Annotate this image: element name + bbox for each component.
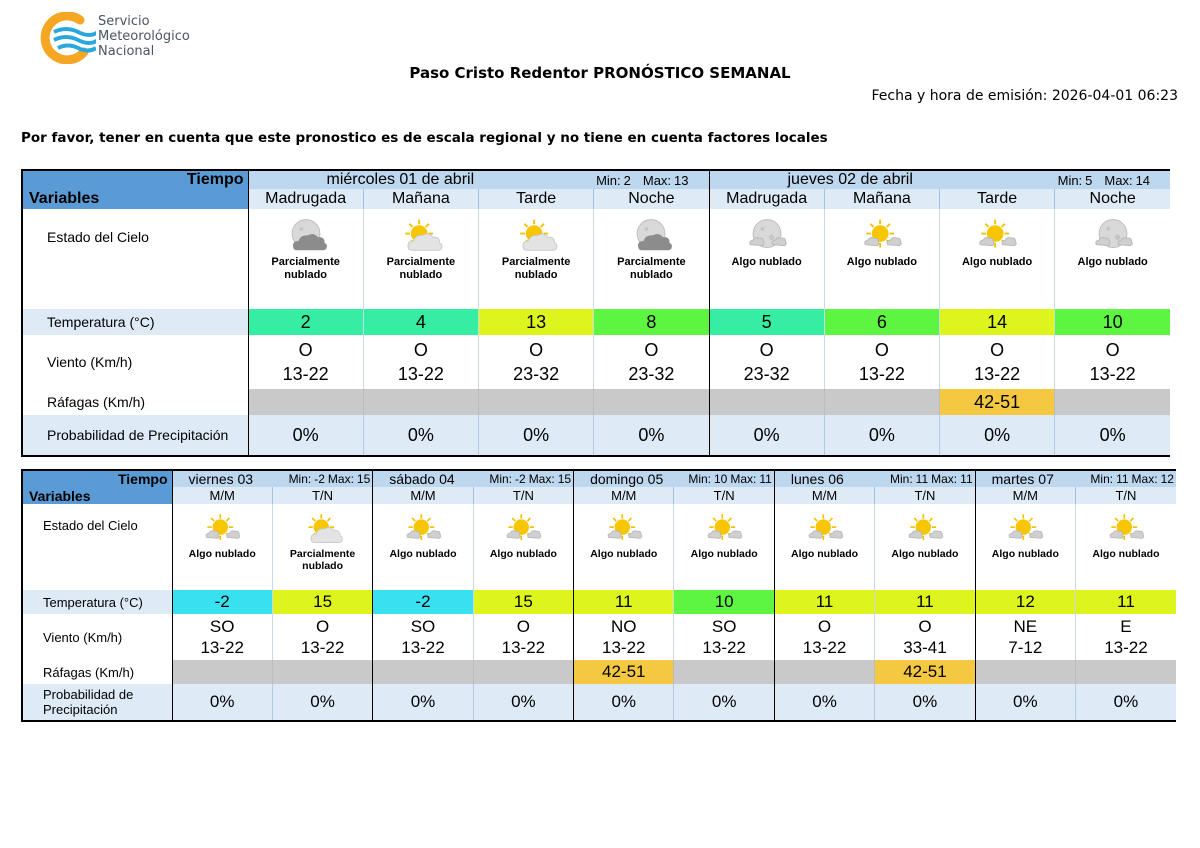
wind-speed: 13-22 xyxy=(858,364,905,384)
sky-cell xyxy=(172,504,272,590)
gust-value xyxy=(248,389,363,415)
temperature-value: 11 xyxy=(875,590,975,614)
day-max: 11 xyxy=(759,472,772,486)
sky-description: Parcialmente nublado xyxy=(289,548,356,572)
period-label: M/M xyxy=(574,487,674,504)
wind-direction: SO xyxy=(410,617,436,636)
day-min-max xyxy=(1046,173,1170,188)
wind-direction: NE xyxy=(1013,617,1038,636)
sky-description: Algo nublado xyxy=(489,548,557,560)
period-label: M/M xyxy=(373,487,473,504)
day-name: sábado 04 xyxy=(389,471,455,487)
sun-few-clouds-icon xyxy=(502,510,544,546)
sun-few-clouds-icon xyxy=(1105,510,1147,546)
sky-cell xyxy=(824,209,939,309)
precip-probability: 0% xyxy=(363,415,478,456)
wind-speed: 13-22 xyxy=(300,638,345,657)
sky-description: Algo nublado xyxy=(389,548,457,560)
sky-description: Algo nublado xyxy=(1092,548,1160,560)
gust-value xyxy=(373,660,473,684)
wind-speed: 23-32 xyxy=(513,364,560,384)
sky-cell xyxy=(1055,209,1170,309)
sky-cell xyxy=(479,209,594,309)
tiempo-header: Tiempo xyxy=(22,170,248,189)
day-min-max xyxy=(887,472,975,486)
temperature-value: 8 xyxy=(594,309,709,335)
wind-cell xyxy=(940,335,1055,389)
day-name: jueves 02 de abril xyxy=(787,171,913,188)
precip-probability: 0% xyxy=(975,684,1075,721)
wind-direction: O xyxy=(817,617,832,636)
wind-speed: 23-32 xyxy=(743,364,790,384)
day-max: 12 xyxy=(1160,472,1174,486)
min-label: Min: xyxy=(489,472,513,486)
temperature-value: 13 xyxy=(479,309,594,335)
gust-value xyxy=(363,389,478,415)
wind-direction: NO xyxy=(611,617,637,636)
sky-cell xyxy=(875,504,975,590)
gust-value: 42-51 xyxy=(875,660,975,684)
viento-label: Viento (Km/h) xyxy=(43,629,123,645)
wind-direction: O xyxy=(759,340,774,360)
precip-probability: 0% xyxy=(1076,684,1176,721)
estado-label: Estado del Cielo xyxy=(43,518,138,533)
wind-speed: 13-22 xyxy=(702,638,746,657)
day-max: 15 xyxy=(557,472,572,486)
wind-cell xyxy=(479,335,594,389)
period-label: M/M xyxy=(172,487,272,504)
period-label: Mañana xyxy=(363,189,478,209)
sun-few-clouds-icon xyxy=(703,510,745,546)
min-label: Min: xyxy=(596,172,621,188)
temperature-value: 15 xyxy=(272,590,372,614)
logo-text xyxy=(98,14,190,59)
day-min: 10 xyxy=(714,472,728,486)
smn-logo xyxy=(36,12,236,64)
min-label: Min: xyxy=(1090,472,1114,486)
wind-cell xyxy=(574,614,674,660)
wind-direction: O xyxy=(874,340,889,360)
precip-probability: 0% xyxy=(940,415,1055,456)
moon-few-clouds-icon xyxy=(744,215,790,254)
precip-probability: 0% xyxy=(1055,415,1170,456)
wind-cell xyxy=(709,335,824,389)
period-label: T/N xyxy=(875,487,975,504)
gust-value xyxy=(774,660,874,684)
sky-cell xyxy=(940,209,1055,309)
sky-cell xyxy=(272,504,372,590)
max-label: Max: xyxy=(327,472,354,486)
day-header xyxy=(574,470,775,487)
precip-probability: 0% xyxy=(479,415,594,456)
day-min: 5 xyxy=(1085,172,1093,188)
wind-speed: 23-32 xyxy=(628,364,675,384)
forecast-table-days-1-2 xyxy=(21,169,1170,457)
logo-line: Nacional xyxy=(98,44,155,59)
sun-cloud-icon xyxy=(398,215,444,254)
sun-few-clouds-icon xyxy=(904,510,946,546)
sun-few-clouds-icon xyxy=(974,215,1020,254)
day-header xyxy=(709,170,1170,189)
logo-line: Meteorológico xyxy=(98,29,190,44)
precip-probability: 0% xyxy=(172,684,272,721)
temperature-value: 5 xyxy=(709,309,824,335)
sky-cell xyxy=(674,504,774,590)
period-label: Madrugada xyxy=(248,189,363,209)
wind-speed: 13-22 xyxy=(501,638,546,657)
temperature-value: 14 xyxy=(940,309,1055,335)
gust-value xyxy=(473,660,573,684)
wind-cell xyxy=(1076,614,1176,660)
period-label: T/N xyxy=(272,487,372,504)
day-max: 11 xyxy=(960,472,973,486)
sun-few-clouds-icon xyxy=(804,510,846,546)
wind-direction: O xyxy=(516,617,530,636)
temperature-value: 4 xyxy=(363,309,478,335)
precip-probability: 0% xyxy=(824,415,939,456)
precip-probability: 0% xyxy=(594,415,709,456)
max-label: Max: xyxy=(1104,172,1133,188)
disclaimer: Por favor, tener en cuenta que este pronostico es de escala regional y no tiene en cuenta factores locales xyxy=(21,130,828,146)
wind-speed: 13-22 xyxy=(602,638,646,657)
wind-cell xyxy=(1055,335,1170,389)
temperature-value: 15 xyxy=(473,590,573,614)
sky-cell xyxy=(363,209,478,309)
temperature-value: 10 xyxy=(1055,309,1170,335)
sky-description: Algo nublado xyxy=(791,548,859,560)
sun-few-clouds-icon xyxy=(201,510,243,546)
variables-header: Variables xyxy=(22,487,172,504)
wind-cell xyxy=(824,335,939,389)
wind-direction: O xyxy=(644,340,659,360)
wind-cell xyxy=(774,614,874,660)
wind-cell xyxy=(594,335,709,389)
precip-probability: 0% xyxy=(709,415,824,456)
gust-value xyxy=(674,660,774,684)
day-name: domingo 05 xyxy=(590,471,664,487)
day-header xyxy=(774,470,975,487)
page-title: Paso Cristo Redentor PRONÓSTICO SEMANAL xyxy=(409,64,791,82)
sky-cell xyxy=(473,504,573,590)
period-label: T/N xyxy=(473,487,573,504)
day-header xyxy=(373,470,574,487)
wind-speed: 13-22 xyxy=(974,364,1021,384)
emission-datetime: Fecha y hora de emisión: 2026-04-01 06:23 xyxy=(871,88,1178,104)
sky-cell xyxy=(1076,504,1176,590)
sky-description: Parcialmente nublado xyxy=(617,256,686,281)
gust-value xyxy=(709,389,824,415)
sun-few-clouds-icon xyxy=(402,510,444,546)
period-label: Madrugada xyxy=(709,189,824,209)
max-label: Max: xyxy=(1131,472,1158,486)
wind-direction: O xyxy=(1105,340,1120,360)
wind-cell xyxy=(875,614,975,660)
temperature-value: -2 xyxy=(172,590,272,614)
sky-cell xyxy=(373,504,473,590)
sky-cell xyxy=(975,504,1075,590)
day-min: -2 xyxy=(314,472,325,486)
gust-value xyxy=(479,389,594,415)
wind-direction: O xyxy=(918,617,932,636)
day-min: 2 xyxy=(623,172,631,188)
gust-value: 42-51 xyxy=(574,660,674,684)
period-label: M/M xyxy=(774,487,874,504)
sun-cloud-icon xyxy=(513,215,559,254)
wind-speed: 13-22 xyxy=(802,638,847,657)
gust-value xyxy=(272,660,372,684)
gust-value xyxy=(975,660,1075,684)
precip-probability: 0% xyxy=(272,684,372,721)
precip-probability: 0% xyxy=(774,684,874,721)
sky-description: Algo nublado xyxy=(590,548,658,560)
day-min-max xyxy=(486,472,573,486)
day-header xyxy=(248,170,709,189)
wind-cell xyxy=(373,614,473,660)
sky-description: Parcialmente nublado xyxy=(501,256,571,281)
sky-cell xyxy=(709,209,824,309)
temperatura-label: Temperatura (°C) xyxy=(22,309,248,335)
wind-direction: O xyxy=(990,340,1005,360)
wind-speed: 13-22 xyxy=(1089,364,1136,384)
forecast-table-days-3-7 xyxy=(21,469,1176,722)
sky-cell xyxy=(774,504,874,590)
wind-speed: 33-41 xyxy=(903,638,947,657)
rafagas-label: Ráfagas (Km/h) xyxy=(43,664,135,680)
temperature-value: 10 xyxy=(674,590,774,614)
sun-few-clouds-icon xyxy=(1004,510,1046,546)
cloud-moon-icon xyxy=(628,215,674,254)
min-label: Min: xyxy=(890,472,913,486)
viento-label: Viento (Km/h) xyxy=(47,354,133,370)
smn-logo-icon xyxy=(36,12,96,64)
estado-label: Estado del Cielo xyxy=(47,229,149,245)
sky-description: Algo nublado xyxy=(846,256,917,268)
sky-cell xyxy=(594,209,709,309)
sun-few-clouds-icon xyxy=(859,215,905,254)
period-label: T/N xyxy=(674,487,774,504)
wind-speed: 13-22 xyxy=(401,638,445,657)
day-name: miércoles 01 de abril xyxy=(326,171,475,188)
gust-value xyxy=(594,389,709,415)
precip-probability: 0% xyxy=(248,415,363,456)
period-label: M/M xyxy=(975,487,1075,504)
wind-direction: SO xyxy=(711,617,737,636)
sky-description: Algo nublado xyxy=(188,548,256,560)
cloud-moon-icon xyxy=(283,215,329,254)
period-label: Mañana xyxy=(824,189,939,209)
wind-direction: O xyxy=(298,340,313,360)
wind-speed: 13-22 xyxy=(282,364,329,384)
sky-description: Algo nublado xyxy=(1077,256,1148,268)
sky-description: Parcialmente nublado xyxy=(386,256,456,281)
wind-cell xyxy=(473,614,573,660)
gust-value xyxy=(1055,389,1170,415)
wind-direction: O xyxy=(413,340,428,360)
period-label: Noche xyxy=(594,189,709,209)
sun-few-clouds-icon xyxy=(603,510,645,546)
precip-probability: 0% xyxy=(875,684,975,721)
sky-cell xyxy=(248,209,363,309)
wind-speed: 13-22 xyxy=(397,364,444,384)
period-label: T/N xyxy=(1076,487,1176,504)
sky-description: Parcialmente nublado xyxy=(271,256,340,281)
moon-few-clouds-icon xyxy=(1090,215,1136,254)
wind-cell xyxy=(975,614,1075,660)
min-label: Min: xyxy=(288,472,312,486)
period-label: Tarde xyxy=(479,189,594,209)
gust-value: 42-51 xyxy=(940,389,1055,415)
day-min-max xyxy=(584,173,708,188)
precip-probability: 0% xyxy=(674,684,774,721)
wind-cell xyxy=(272,614,372,660)
wind-cell xyxy=(172,614,272,660)
tiempo-header: Tiempo xyxy=(22,470,172,487)
sky-description: Algo nublado xyxy=(991,548,1059,560)
day-name: martes 07 xyxy=(991,471,1054,487)
max-label: Max: xyxy=(931,472,958,486)
sky-cell xyxy=(574,504,674,590)
day-min-max xyxy=(1087,472,1176,486)
max-label: Max: xyxy=(642,172,672,188)
day-min: 11 xyxy=(1116,472,1129,486)
variables-header: Variables xyxy=(22,189,248,209)
wind-cell xyxy=(363,335,478,389)
probabilidad-label: Probabilidad de Precipitación xyxy=(22,415,248,456)
wind-direction: O xyxy=(315,617,330,636)
day-max: 13 xyxy=(674,172,689,188)
min-label: Min: xyxy=(1057,172,1083,188)
temperature-value: 12 xyxy=(975,590,1075,614)
temperature-value: 6 xyxy=(824,309,939,335)
logo-line: Servicio xyxy=(98,14,150,29)
gust-value xyxy=(172,660,272,684)
wind-speed: 7-12 xyxy=(1008,638,1043,657)
wind-cell xyxy=(674,614,774,660)
temperature-value: 2 xyxy=(248,309,363,335)
gust-value xyxy=(824,389,939,415)
wind-direction: SO xyxy=(209,617,235,636)
sky-description: Algo nublado xyxy=(961,256,1033,268)
wind-direction: E xyxy=(1120,617,1132,636)
sky-description: Algo nublado xyxy=(690,548,758,560)
wind-speed: 13-22 xyxy=(1104,638,1148,657)
precip-probability: 0% xyxy=(574,684,674,721)
temperature-value: 11 xyxy=(1076,590,1176,614)
day-header xyxy=(975,470,1176,487)
temperature-value: -2 xyxy=(373,590,473,614)
precip-probability: 0% xyxy=(373,684,473,721)
max-label: Max: xyxy=(730,472,757,486)
day-min-max xyxy=(685,472,774,486)
day-name: viernes 03 xyxy=(188,471,254,487)
temperature-value: 11 xyxy=(774,590,874,614)
wind-direction: O xyxy=(529,340,544,360)
gust-value xyxy=(1076,660,1176,684)
max-label: Max: xyxy=(528,472,555,486)
wind-speed: 13-22 xyxy=(200,638,244,657)
day-min: 11 xyxy=(915,472,929,486)
temperature-value: 11 xyxy=(574,590,674,614)
day-max: 15 xyxy=(356,472,371,486)
day-header xyxy=(172,470,373,487)
sun-cloud-icon xyxy=(302,510,344,546)
period-label: Noche xyxy=(1055,189,1170,209)
probabilidad-label: Probabilidad de Precipitación xyxy=(22,684,172,721)
rafagas-label: Ráfagas (Km/h) xyxy=(47,394,146,410)
period-label: Tarde xyxy=(940,189,1055,209)
day-min: -2 xyxy=(515,472,526,486)
precip-probability: 0% xyxy=(473,684,573,721)
day-max: 14 xyxy=(1135,172,1151,188)
wind-cell xyxy=(248,335,363,389)
day-min-max xyxy=(286,472,373,486)
min-label: Min: xyxy=(688,472,711,486)
temperatura-label: Temperatura (°C) xyxy=(22,590,172,614)
day-name: lunes 06 xyxy=(790,471,844,487)
sky-description: Algo nublado xyxy=(731,256,802,268)
sky-description: Algo nublado xyxy=(891,548,959,560)
